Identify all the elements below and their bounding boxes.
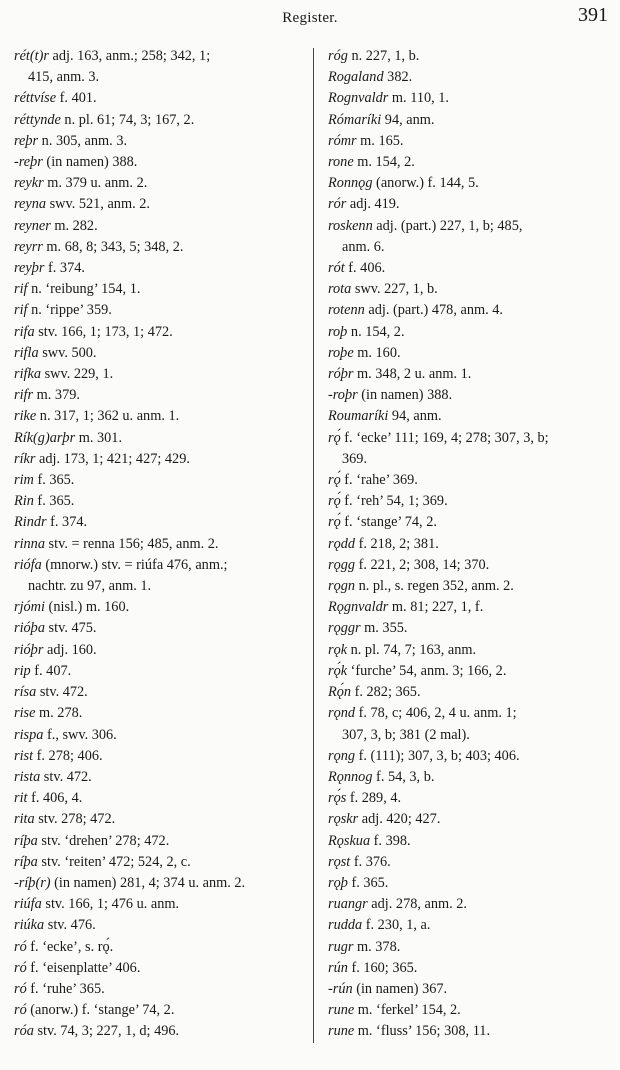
- index-entry: [14, 661, 304, 682]
- entry-headword: reyna: [14, 196, 47, 213]
- entry-headword: -roþr: [328, 387, 358, 404]
- entry-references: stv. ‘drehen’ 278; 472.: [37, 832, 170, 849]
- entry-references: f. 160; 365.: [347, 959, 418, 976]
- entry-headword: rǫng: [328, 747, 356, 764]
- entry-headword: rǫdd: [328, 535, 356, 552]
- entry-references: stv. 166, 1; 173, 1; 472.: [34, 323, 173, 340]
- entry-references: m. 68, 8; 343, 5; 348, 2.: [42, 238, 184, 255]
- entry-references: adj. 173, 1; 421; 427; 429.: [35, 450, 190, 467]
- index-entry: [328, 746, 614, 767]
- entry-references: f. 398.: [370, 832, 411, 849]
- entry-references: n. ‘reibung’ 154, 1.: [27, 281, 141, 298]
- entry-headword: Ronnǫg: [328, 175, 373, 192]
- index-entry: [14, 512, 304, 533]
- index-entry: [14, 46, 304, 88]
- entry-headword: -reþr: [14, 154, 43, 171]
- entry-headword: ró: [14, 980, 27, 997]
- entry-headword: rǫggr: [328, 620, 361, 637]
- index-entry: [328, 46, 614, 67]
- entry-references: n. pl. 74, 7; 163, anm.: [347, 641, 477, 658]
- entry-references: m. 379 u. anm. 2.: [43, 175, 148, 192]
- entry-headword: rǫþ: [328, 874, 348, 891]
- entry-references: (in namen) 388.: [357, 387, 453, 404]
- entry-continuation: 307, 3, b; 381 (2 mal).: [342, 726, 470, 743]
- index-entry: [328, 279, 614, 300]
- entry-headword: Rognvaldr: [328, 90, 389, 107]
- column-divider: [313, 48, 314, 1043]
- index-entry: [328, 937, 614, 958]
- entry-references: m. 160.: [353, 344, 401, 361]
- entry-headword: rita: [14, 811, 35, 828]
- entry-headword: -ríþ(r): [14, 874, 51, 891]
- entry-references: m. 348, 2 u. anm. 1.: [353, 366, 472, 383]
- entry-headword: rét(t)r: [14, 48, 49, 64]
- entry-continuation: nachtr. zu 97, anm. 1.: [28, 578, 152, 595]
- entry-references: stv. 475.: [44, 620, 97, 637]
- index-entry: [328, 831, 614, 852]
- entry-headword: róþr: [328, 366, 354, 383]
- entry-references: m. ‘fluss’ 156; 308, 11.: [354, 1023, 491, 1040]
- index-entry: [14, 300, 304, 321]
- index-entry: [14, 88, 304, 109]
- index-entry: [14, 788, 304, 809]
- left-column: [14, 46, 304, 1043]
- index-entry: [14, 491, 304, 512]
- index-entry: [14, 173, 304, 194]
- index-entry: [328, 852, 614, 873]
- entry-headword: rise: [14, 705, 36, 722]
- entry-references: m. 355.: [360, 620, 408, 637]
- entry-headword: rugr: [328, 938, 354, 955]
- entry-references: f. 282; 365.: [351, 684, 421, 701]
- entry-headword: ró: [14, 959, 27, 976]
- entry-headword: rotenn: [328, 302, 365, 319]
- entry-headword: rifka: [14, 366, 42, 383]
- index-entry: [328, 576, 614, 597]
- entry-headword: Rík(g)arþr: [14, 429, 76, 446]
- entry-references: f. 374.: [44, 260, 85, 277]
- index-entry: [14, 279, 304, 300]
- entry-references: f. 54, 3, b.: [372, 768, 435, 785]
- index-entry: [328, 534, 614, 555]
- entry-headword: rif: [14, 281, 28, 298]
- entry-references: f. 218, 2; 381.: [355, 535, 439, 552]
- entry-references: stv. = renna 156; 485, anm. 2.: [44, 535, 219, 552]
- entry-headword: Rǫnnog: [328, 768, 373, 785]
- index-entry: [14, 831, 304, 852]
- index-entry: [14, 979, 304, 1000]
- entry-references: f. ‘reh’ 54, 1; 369.: [340, 493, 448, 510]
- entry-headword: rǫskr: [328, 811, 359, 828]
- entry-headword: ró: [14, 1002, 27, 1019]
- right-column: [328, 46, 614, 1043]
- index-entry: [328, 682, 614, 703]
- entry-references: m. 81; 227, 1, f.: [388, 599, 484, 616]
- entry-references: n. 227, 1, b.: [347, 48, 420, 64]
- entry-references: f. 78, c; 406, 2, 4 u. anm. 1;: [355, 705, 517, 722]
- entry-headword: rifla: [14, 344, 39, 361]
- entry-headword: rist: [14, 747, 34, 764]
- entry-references: f. 278; 406.: [33, 747, 103, 764]
- entry-references: adj. (part.) 227, 1, b; 485,: [372, 217, 523, 234]
- entry-references: ‘furche’ 54, anm. 3; 166, 2.: [347, 662, 507, 679]
- index-entry: [14, 110, 304, 131]
- index-entry: [14, 470, 304, 491]
- index-entry: [328, 661, 614, 682]
- index-entry: [328, 406, 614, 427]
- entry-headword: rǫgn: [328, 578, 356, 595]
- entry-references: m. 165.: [356, 132, 404, 149]
- entry-references: m. 378.: [353, 938, 401, 955]
- entry-headword: rjómi: [14, 599, 45, 616]
- index-entry: [328, 343, 614, 364]
- entry-references: stv. 166, 1; 476 u. anm.: [41, 896, 180, 913]
- entry-headword: ríþa: [14, 832, 38, 849]
- entry-headword: rit: [14, 790, 28, 807]
- index-entry: [328, 618, 614, 639]
- entry-headword: Rindr: [14, 514, 47, 531]
- entry-headword: rǫ́s: [328, 790, 347, 807]
- index-entry: [328, 915, 614, 936]
- entry-headword: rǫst: [328, 853, 351, 870]
- entry-references: 94, anm.: [388, 408, 442, 425]
- entry-references: f. 406, 4.: [27, 790, 83, 807]
- entry-references: f. 230, 1, a.: [362, 917, 431, 934]
- entry-headword: rǫ́: [328, 493, 341, 510]
- entry-headword: reyner: [14, 217, 51, 234]
- entry-references: n. pl., s. regen 352, anm. 2.: [355, 578, 514, 595]
- index-entry: [328, 555, 614, 576]
- index-entry: [328, 67, 614, 88]
- entry-references: f. 407.: [30, 662, 72, 679]
- entry-headword: rune: [328, 1002, 355, 1019]
- entry-headword: riófa: [14, 556, 42, 573]
- entry-headword: Roumaríki: [328, 408, 389, 425]
- entry-references: adj. 419.: [346, 196, 400, 213]
- index-entry: [328, 364, 614, 385]
- index-entry: [14, 618, 304, 639]
- index-entry: [328, 767, 614, 788]
- entry-references: adj. 420; 427.: [358, 811, 441, 828]
- entry-references: swv. 500.: [38, 344, 97, 361]
- entry-headword: rim: [14, 472, 34, 489]
- index-entry: [328, 788, 614, 809]
- index-entry: [328, 491, 614, 512]
- entry-references: 94, anm.: [381, 111, 435, 128]
- entry-headword: roskenn: [328, 217, 373, 234]
- entry-references: stv. 472.: [40, 768, 92, 785]
- entry-references: (anorw.) f. ‘stange’ 74, 2.: [26, 1002, 175, 1019]
- entry-continuation: 369.: [342, 450, 368, 467]
- entry-references: (in namen) 388.: [42, 154, 138, 171]
- index-entry: [328, 428, 614, 470]
- entry-references: f. ‘ruhe’ 365.: [26, 980, 105, 997]
- entry-headword: Rǫ́n: [328, 684, 352, 701]
- entry-headword: reykr: [14, 175, 44, 192]
- index-entry: [328, 194, 614, 215]
- index-entry: [328, 173, 614, 194]
- entry-references: f. 401.: [56, 90, 97, 107]
- index-entry: [328, 958, 614, 979]
- entry-headword: reyrr: [14, 238, 43, 255]
- entry-references: swv. 521, anm. 2.: [46, 196, 150, 213]
- entry-headword: rǫ́: [328, 514, 341, 531]
- index-entry: [14, 555, 304, 597]
- entry-references: adj. (part.) 478, anm. 4.: [364, 302, 503, 319]
- index-entry: [14, 937, 304, 958]
- entry-headword: reyþr: [14, 260, 45, 277]
- index-entry: [14, 152, 304, 173]
- entry-references: f. 365.: [33, 493, 75, 510]
- index-entry: [328, 88, 614, 109]
- entry-headword: rór: [328, 196, 347, 213]
- index-entry: [328, 873, 614, 894]
- entry-headword: rióþr: [14, 641, 44, 658]
- entry-references: adj. 278, anm. 2.: [367, 896, 468, 913]
- index-entry: [328, 640, 614, 661]
- index-entry: [14, 237, 304, 258]
- entry-headword: rǫgg: [328, 556, 356, 573]
- index-entry: [328, 131, 614, 152]
- entry-references: stv. 278; 472.: [34, 811, 116, 828]
- entry-references: m. ‘ferkel’ 154, 2.: [354, 1002, 461, 1019]
- entry-headword: róa: [14, 1023, 34, 1040]
- entry-headword: rif: [14, 302, 28, 319]
- entry-references: f. 406.: [344, 260, 386, 277]
- entry-references: f. 365.: [347, 874, 389, 891]
- entry-references: f. ‘ecke’ 111; 169, 4; 278; 307, 3, b;: [340, 429, 549, 446]
- index-entry: [328, 979, 614, 1000]
- entry-headword: rǫnd: [328, 705, 356, 722]
- index-entry: [328, 597, 614, 618]
- entry-references: m. 278.: [35, 705, 83, 722]
- index-entry: [328, 512, 614, 533]
- entry-references: adj. 160.: [43, 641, 97, 658]
- entry-references: f. 289, 4.: [346, 790, 402, 807]
- index-entry: [14, 767, 304, 788]
- entry-headword: roþe: [328, 344, 354, 361]
- entry-headword: róg: [328, 48, 348, 64]
- entry-headword: ró: [14, 938, 27, 955]
- entry-headword: rísa: [14, 684, 37, 701]
- entry-headword: rota: [328, 281, 352, 298]
- entry-headword: rune: [328, 1023, 355, 1040]
- entry-references: f. ‘stange’ 74, 2.: [340, 514, 437, 531]
- entry-headword: rǫ́k: [328, 662, 348, 679]
- index-entry: [14, 725, 304, 746]
- entry-continuation: anm. 6.: [342, 238, 385, 255]
- entry-references: m. 379.: [33, 387, 80, 404]
- entry-references: (anorw.) f. 144, 5.: [372, 175, 479, 192]
- index-entry: [14, 915, 304, 936]
- index-entry: [328, 322, 614, 343]
- index-entry: [328, 809, 614, 830]
- index-entry: [14, 852, 304, 873]
- index-entry: [328, 152, 614, 173]
- entry-references: n. 317, 1; 362 u. anm. 1.: [36, 408, 180, 425]
- entry-headword: ríþa: [14, 853, 38, 870]
- index-entry: [14, 703, 304, 724]
- page-header: [0, 4, 620, 34]
- entry-headword: reþr: [14, 132, 39, 149]
- entry-headword: riúka: [14, 917, 45, 934]
- index-entry: [14, 809, 304, 830]
- entry-headword: rǫ́: [328, 472, 341, 489]
- entry-references: f. 221, 2; 308, 14; 370.: [355, 556, 490, 573]
- index-entry: [328, 385, 614, 406]
- entry-headword: riúfa: [14, 896, 42, 913]
- entry-headword: rista: [14, 768, 41, 785]
- entry-headword: réttynde: [14, 111, 61, 128]
- index-entry: [14, 385, 304, 406]
- entry-headword: roþ: [328, 323, 348, 340]
- entry-references: (in namen) 367.: [352, 980, 448, 997]
- index-entry: [14, 1000, 304, 1021]
- entry-references: m. 154, 2.: [353, 154, 415, 171]
- entry-references: f. 374.: [46, 514, 88, 531]
- running-title: Register.: [282, 10, 338, 26]
- entry-references: n. 154, 2.: [347, 323, 405, 340]
- index-entry: [14, 343, 304, 364]
- index-entry: [14, 1021, 304, 1042]
- entry-headword: Rómaríki: [328, 111, 382, 128]
- index-entry: [14, 640, 304, 661]
- index-entry: [328, 300, 614, 321]
- entry-headword: réttvíse: [14, 90, 57, 107]
- entry-references: stv. 476.: [44, 917, 96, 934]
- index-entry: [14, 958, 304, 979]
- entry-headword: rót: [328, 260, 345, 277]
- index-entry: [14, 131, 304, 152]
- index-entry: [328, 703, 614, 745]
- entry-headword: rike: [14, 408, 37, 425]
- index-entry: [328, 258, 614, 279]
- entry-references: f. ‘ecke’, s. rǫ́.: [26, 938, 114, 955]
- entry-headword: rifr: [14, 387, 34, 404]
- entry-headword: rifa: [14, 323, 35, 340]
- entry-references: (nisl.) m. 160.: [44, 599, 130, 616]
- entry-references: (in namen) 281, 4; 374 u. anm. 2.: [50, 874, 246, 891]
- entry-headword: rip: [14, 662, 31, 679]
- entry-headword: rióþa: [14, 620, 45, 637]
- index-entry: [14, 449, 304, 470]
- entry-references: f. (111); 307, 3, b; 403; 406.: [355, 747, 520, 764]
- entry-headword: Rogaland: [328, 69, 384, 86]
- entry-references: stv. 472.: [36, 684, 88, 701]
- entry-references: m. 282.: [50, 217, 98, 234]
- entry-headword: Rin: [14, 493, 34, 510]
- index-entry: [14, 894, 304, 915]
- index-entry: [14, 364, 304, 385]
- index-entry: [14, 873, 304, 894]
- entry-references: adj. 163, anm.; 258; 342, 1;: [48, 48, 211, 64]
- index-entry: [14, 216, 304, 237]
- index-columns: [12, 46, 612, 1056]
- entry-references: stv. 74, 3; 227, 1, d; 496.: [33, 1023, 180, 1040]
- page-number: 391: [578, 4, 608, 26]
- index-entry: [328, 110, 614, 131]
- index-entry: [328, 216, 614, 258]
- index-entry: [14, 406, 304, 427]
- entry-headword: ríkr: [14, 450, 36, 467]
- entry-references: 382.: [383, 69, 413, 86]
- index-entry: [14, 746, 304, 767]
- entry-headword: rómr: [328, 132, 357, 149]
- entry-headword: Rǫskua: [328, 832, 371, 849]
- entry-references: m. 301.: [75, 429, 123, 446]
- index-entry: [14, 534, 304, 555]
- entry-references: f. 376.: [350, 853, 391, 870]
- entry-references: n. pl. 61; 74, 3; 167, 2.: [60, 111, 195, 128]
- index-entry: [14, 682, 304, 703]
- entry-headword: rǫ́: [328, 429, 341, 446]
- entry-headword: -rún: [328, 980, 353, 997]
- entry-references: f., swv. 306.: [43, 726, 117, 743]
- entry-continuation: 415, anm. 3.: [28, 69, 100, 86]
- entry-headword: rudda: [328, 917, 363, 934]
- entry-headword: rinna: [14, 535, 45, 552]
- entry-references: stv. ‘reiten’ 472; 524, 2, c.: [37, 853, 191, 870]
- entry-references: f. ‘rahe’ 369.: [340, 472, 418, 489]
- entry-headword: rispa: [14, 726, 44, 743]
- index-entry: [14, 428, 304, 449]
- index-entry: [328, 894, 614, 915]
- entry-references: f. 365.: [33, 472, 75, 489]
- entry-references: m. 110, 1.: [388, 90, 449, 107]
- entry-headword: ruangr: [328, 896, 368, 913]
- entry-headword: Rǫgnvaldr: [328, 599, 389, 616]
- index-entry: [328, 470, 614, 491]
- index-entry: [328, 1000, 614, 1021]
- index-entry: [14, 322, 304, 343]
- index-entry: [14, 597, 304, 618]
- index-entry: [14, 194, 304, 215]
- entry-headword: rǫk: [328, 641, 348, 658]
- entry-references: swv. 229, 1.: [41, 366, 114, 383]
- index-entry: [328, 1021, 614, 1042]
- index-entry: [14, 258, 304, 279]
- entry-references: (mnorw.) stv. = riúfa 476, anm.;: [41, 556, 228, 573]
- entry-references: f. ‘eisenplatte’ 406.: [26, 959, 141, 976]
- entry-headword: rone: [328, 154, 354, 171]
- entry-headword: rún: [328, 959, 348, 976]
- entry-references: n. 305, anm. 3.: [38, 132, 128, 149]
- entry-references: n. ‘rippe’ 359.: [27, 302, 112, 319]
- entry-references: swv. 227, 1, b.: [351, 281, 438, 298]
